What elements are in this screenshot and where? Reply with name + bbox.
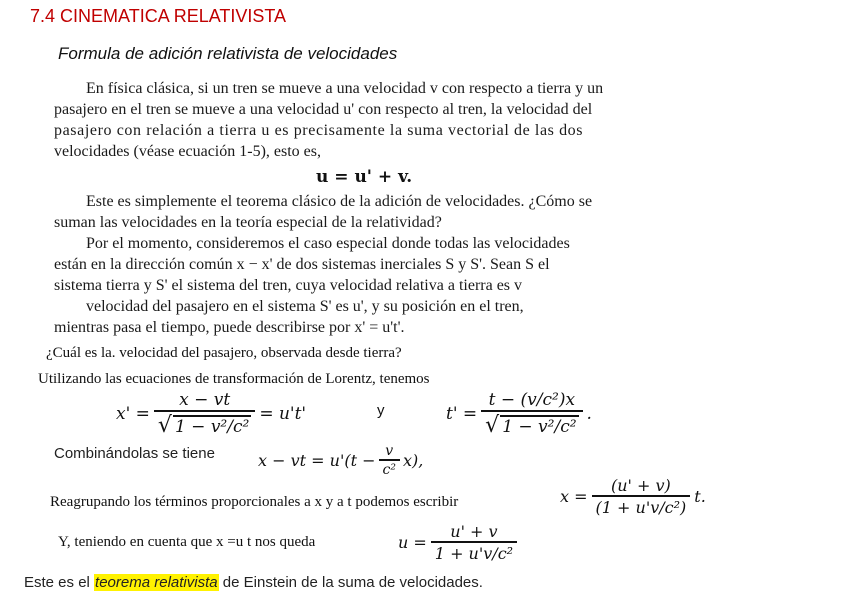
final-text: Y, teniendo en cuenta que x =u t nos queda <box>58 534 316 550</box>
scan-line-8: están en la dirección común x − x' de dos sistemas inerciales S y S'. Sean S el <box>54 256 550 273</box>
combine-lhs: x − vt = u'(t − <box>258 451 376 470</box>
lorentz-x-radicand: 1 − v²/c² <box>174 417 250 437</box>
final-lhs: u = <box>398 533 427 552</box>
question-text: ¿Cuál es la. velocidad del pasajero, observada desde tierra? <box>46 345 402 361</box>
regroup-denominator: (1 + u'v/c²) <box>592 495 691 517</box>
lorentz-t-fraction <box>481 390 582 438</box>
combine-fraction <box>379 443 400 478</box>
regroup-rhs: t. <box>694 487 706 506</box>
scan-line-5: Este es simplemente el teorema clásico de la adición de velocidades. ¿Cómo se <box>86 193 593 210</box>
scan-line-10: velocidad del pasajero en el sistema S' es u', y su posición en el tren, <box>86 298 524 315</box>
regroup-text: Reagrupando los términos proporcionales a x y a t podemos escribir <box>50 494 459 510</box>
combine-label: Combinándolas se tiene <box>54 445 215 462</box>
lorentz-t-denominator <box>481 410 582 438</box>
lorentz-x-equation <box>116 390 306 438</box>
classic-velocity-equation: u = u' + v. <box>316 167 413 187</box>
lorentz-intro-text: Utilizando las ecuaciones de transformación de Lorentz, tenemos <box>38 371 430 387</box>
conclusion-text <box>24 574 483 591</box>
page-title: 7.4 CINEMATICA RELATIVISTA <box>30 6 287 26</box>
conclusion-after: de Einstein de la suma de velocidades. <box>222 574 483 591</box>
lorentz-x-fraction <box>154 390 255 438</box>
scan-line-11: mientras pasa el tiempo, puede describirse por x' = u't'. <box>54 319 405 336</box>
lorentz-t-end: . <box>586 404 592 424</box>
scan-line-3: pasajero con relación a tierra u es precisamente la suma vectorial de las dos <box>54 122 584 139</box>
regroup-numerator: (u' + v) <box>610 476 671 495</box>
lorentz-x-numerator: x − vt <box>179 390 231 410</box>
scan-line-9: sistema tierra y S' el sistema del tren, cuya velocidad relativa a tierra es v <box>54 277 523 294</box>
lorentz-t-lhs: t' = <box>446 404 478 424</box>
scan-line-2: pasajero en el tren se mueve a una velocidad u' con respecto al tren, la velocidad del <box>54 101 593 118</box>
scan-line-1: En física clásica, si un tren se mueve a una velocidad v con respecto a tierra y un <box>86 80 604 97</box>
combine-equation <box>258 443 423 478</box>
sqrt-symbol-icon: √ <box>485 413 500 438</box>
regroup-equation <box>560 476 706 517</box>
sqrt-symbol-icon: √ <box>157 413 172 438</box>
scan-line-6: suman las velocidades en la teoría especial de la relatividad? <box>54 214 442 231</box>
scan-line-4: velocidades (véase ecuación 1-5), esto es, <box>54 143 321 160</box>
lorentz-t-radicand: 1 − v²/c² <box>502 417 577 437</box>
and-connector: y <box>377 402 385 419</box>
lorentz-t-numerator: t − (v/c²)x <box>488 390 576 410</box>
combine-rhs: x), <box>402 451 424 470</box>
scan-line-7: Por el momento, consideremos el caso especial donde todas las velocidades <box>86 235 570 252</box>
final-denominator: 1 + u'v/c² <box>431 541 517 563</box>
lorentz-x-rhs: = u't' <box>259 404 307 424</box>
regroup-fraction <box>592 476 691 517</box>
lorentz-x-lhs: x' = <box>116 404 150 424</box>
final-numerator: u' + v <box>450 522 498 541</box>
lorentz-t-equation <box>446 390 592 438</box>
final-equation <box>398 522 517 563</box>
combine-numerator: v <box>385 443 394 459</box>
highlighted-term: teorema relativista <box>95 574 218 591</box>
regroup-lhs: x = <box>560 487 588 506</box>
lorentz-x-denominator <box>154 410 255 438</box>
combine-denominator: c² <box>379 459 400 478</box>
page-subtitle: Formula de adición relativista de velocidades <box>58 44 398 63</box>
final-fraction <box>431 522 517 563</box>
conclusion-before: Este es el <box>24 574 90 591</box>
